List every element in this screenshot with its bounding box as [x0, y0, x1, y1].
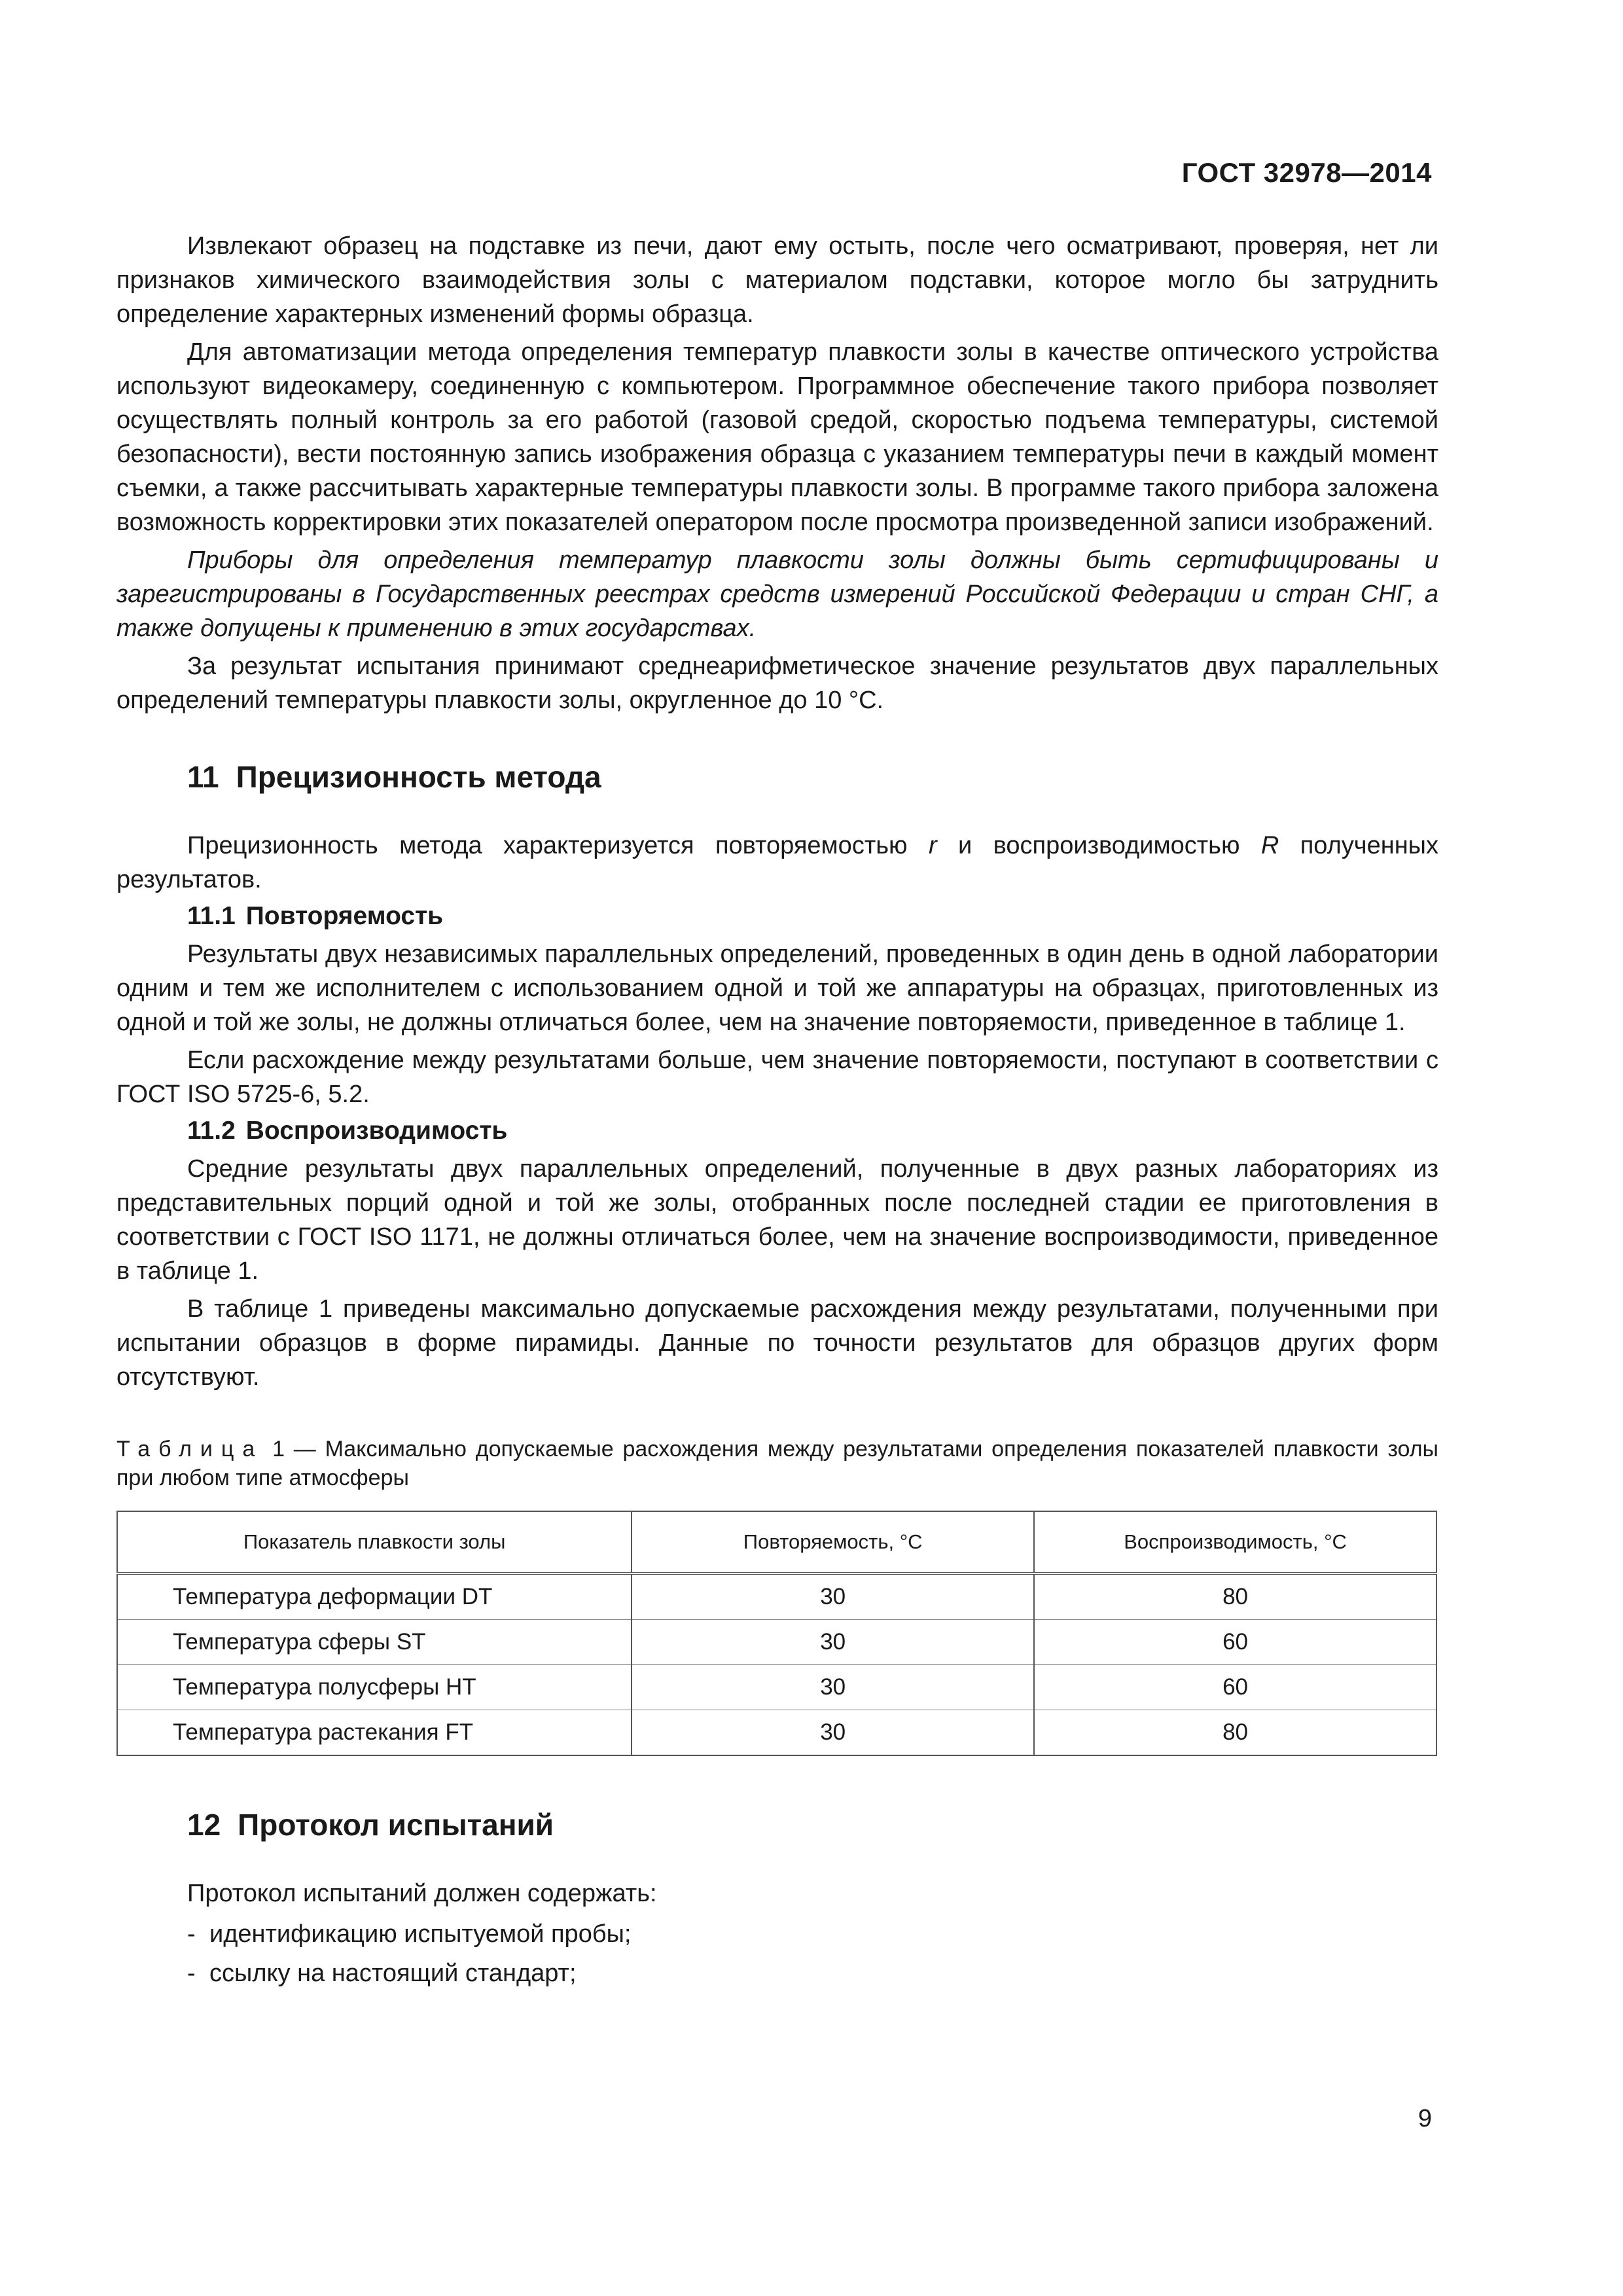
table-caption-text: 1 — Максимально допускаемые расхождения между результатами определения показателей плавкости золы при любом типе атмосферы [116, 1437, 1438, 1490]
column-header: Показатель плавкости золы [117, 1511, 632, 1573]
section-11-intro [116, 829, 1438, 897]
list-item [116, 1954, 1438, 1993]
table-header-row [117, 1511, 1436, 1573]
italic-paragraph: Приборы для определения температур плавкости золы должны быть сертифицированы и зарегистрированы в Государственных реестрах средств измерений Российской Федерации и стран СНГ, а также допущены к применению в этих государствах. [116, 547, 1438, 642]
page-number: 9 [1418, 2105, 1432, 2132]
table-row [117, 1665, 1436, 1710]
paragraph: В таблице 1 приведены максимально допускаемые расхождения между результатами, полученными при испытании образцов в форме пирамиды. Данные по точности результатов для образцов других форм отсутствуют. [116, 1295, 1438, 1391]
column-header: Воспроизводимость, °С [1034, 1511, 1436, 1573]
paragraph: Извлекают образец на подставке из печи, дают ему остыть, после чего осматривают, проверяя, нет ли признаков химического взаимодействия золы с материалом подставки, которое могло бы затруднить определение характерных изменений формы образца. [116, 232, 1438, 328]
section-12-intro: Протокол испытаний должен содержать: [187, 1880, 657, 1907]
list-dash: - [187, 1960, 196, 1987]
table-row [117, 1620, 1436, 1665]
list-item [116, 1914, 1438, 1954]
intro-text: Прецизионность метода характеризуется повторяемостью [187, 832, 929, 859]
section-title: Прецизионность метода [236, 760, 601, 794]
paragraph: Результаты двух независимых параллельных определений, проведенных в один день в одной лаборатории одним и тем же исполнителем с использованием одной и той же аппаратуры на образцах, приготовленных из одной и той же золы, не должны отличаться более, чем на значение повторяемости, приведенное в таблице 1. [116, 941, 1438, 1036]
table-cell: 80 [1034, 1710, 1436, 1756]
section-number: 12 [187, 1808, 221, 1842]
intro-text: и воспроизводимостью [936, 832, 1261, 859]
list-dash: - [187, 1920, 196, 1948]
symbol-r: r [928, 832, 937, 859]
section-number: 11 [187, 760, 219, 794]
subsection-title: Воспроизводимость [245, 1117, 508, 1145]
paragraph: Для автоматизации метода определения температур плавкости золы в качестве оптического устройства используют видеокамеру, соединенную с компьютером. Программное обеспечение такого прибора позволяет осуществлять полный контроль за его работой (газовой средой, скоростью подъема температуры, системой безопасности), вести постоянную запись изображения образца с указанием температуры печи в каждый момент съемки, а также рассчитывать характерные температуры плавкости золы. В программе такого прибора заложена возможность корректировки этих показателей оператором после просмотра произведенной записи изображений. [116, 338, 1438, 536]
list-item-text: ссылку на настоящий стандарт; [209, 1960, 577, 1987]
subsection-title: Повторяемость [245, 902, 444, 930]
table-row [117, 1573, 1436, 1620]
table-cell: 60 [1034, 1620, 1436, 1665]
table-cell: 60 [1034, 1665, 1436, 1710]
document-body [116, 229, 1438, 1993]
table-cell: 30 [632, 1620, 1034, 1665]
precision-table [116, 1511, 1437, 1756]
section-11-heading [187, 759, 1438, 795]
standard-id-header: ГОСТ 32978—2014 [1181, 157, 1432, 188]
subsection-number: 11.2 [187, 1117, 236, 1145]
subsection-11-1-heading [187, 902, 1438, 931]
paragraph: Если расхождение между результатами больше, чем значение повторяемости, поступают в соответствии с ГОСТ ISO 5725-6, 5.2. [116, 1047, 1438, 1108]
table-cell: 30 [632, 1573, 1034, 1620]
paragraph: За результат испытания принимают среднеарифметическое значение результатов двух параллельных определений температуры плавкости золы, округленное до 10 °С. [116, 653, 1438, 714]
table-caption-label: Таблица [116, 1437, 264, 1462]
paragraph: Средние результаты двух параллельных определений, полученные в двух разных лабораториях из представительных порций одной и той же золы, отобранных после последней стадии ее приготовления в соответствии с ГОСТ ISO 1171, не должны отличаться более, чем на значение воспроизводимости, приведенное в таблице 1. [116, 1155, 1438, 1285]
table-cell: 80 [1034, 1573, 1436, 1620]
section-12-heading [187, 1807, 1438, 1842]
list-item-text: идентификацию испытуемой пробы; [209, 1920, 632, 1948]
column-header: Повторяемость, °С [632, 1511, 1034, 1573]
table-cell: Температура полусферы HT [117, 1665, 632, 1710]
subsection-11-2-heading [187, 1117, 1438, 1145]
table-caption [116, 1435, 1438, 1492]
table-cell: 30 [632, 1710, 1034, 1756]
table-cell: Температура растекания FT [117, 1710, 632, 1756]
subsection-number: 11.1 [187, 902, 236, 930]
symbol-R: R [1260, 832, 1279, 859]
table-cell: 30 [632, 1665, 1034, 1710]
table-cell: Температура сферы ST [117, 1620, 632, 1665]
table-cell: Температура деформации DT [117, 1573, 632, 1620]
intro-text: полученных результатов. [116, 832, 1438, 893]
table-row [117, 1710, 1436, 1756]
section-title: Протокол испытаний [238, 1808, 554, 1842]
